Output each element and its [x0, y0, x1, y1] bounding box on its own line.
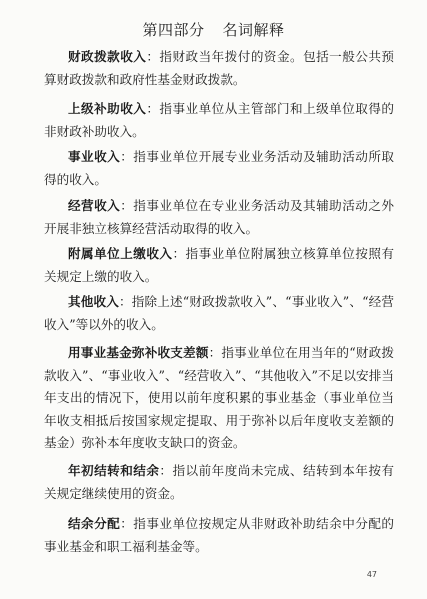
entry-definition: ：指事业单位在专业业务活动及其辅助活动之外开展非独立核算经营活动取得的收入。: [44, 198, 394, 236]
title-part: 第四部分: [142, 21, 205, 39]
entry-carryover-balance: [44, 460, 394, 505]
entry-definition: ：指以前年度尚未完成、结转到本年按有关规定继续使用的资金。: [44, 463, 395, 501]
entry-surplus-distribution: [44, 513, 394, 558]
entry-term: 用事业基金弥补收支差额: [68, 345, 209, 360]
entry-definition: ：指事业单位附属独立核算单位按照有关规定上缴的收入。: [44, 246, 394, 284]
entry-term: 其他收入: [68, 294, 119, 309]
entry-other-income: [44, 291, 394, 336]
entry-definition: ：指事业单位按规定从非财政补助结余中分配的事业基金和职工福利基金等。: [44, 516, 394, 554]
entry-term: 财政拨款收入: [68, 49, 147, 64]
entry-definition: ：指财政当年拨付的资金。包括一般公共预算财政拨款和政府性基金财政拨款。: [44, 49, 395, 87]
entry-definition: ：指事业单位开展专业业务活动及辅助活动所取得的收入。: [44, 149, 394, 187]
entry-definition: ：指除上述“财政拨款收入”、“事业收入”、“经营收入”等以外的收入。: [44, 294, 394, 332]
page-number: 47: [366, 570, 377, 579]
entry-superior-subsidy: [44, 98, 394, 143]
entry-affiliate-remittance: [44, 243, 394, 288]
entry-definition: ：指事业单位在用当年的“财政拨款收入”、“事业收入”、“经营收入”、“其他收入”不足以安排当年支出的情况下，使用以前年度积累的事业基金（事业单位当年收支相抵后按国家规定提取、用于弥补以后年度收支差额的基金）弥补本年度收支缺口的资金。: [44, 345, 394, 450]
title-name: 名词解释: [222, 21, 285, 39]
entry-term: 经营收入: [68, 198, 121, 213]
entry-definition: ：指事业单位从主管部门和上级单位取得的非财政补助收入。: [44, 101, 395, 139]
entry-operating-income: [44, 195, 394, 240]
page-title: [0, 19, 427, 40]
entry-term: 附属单位上缴收入: [68, 246, 173, 261]
entry-term: 年初结转和结余: [68, 463, 160, 478]
entry-fund-offset: [44, 342, 394, 455]
entry-fiscal-appropriation: [44, 46, 394, 91]
entry-term: 事业收入: [68, 149, 121, 164]
entry-term: 上级补助收入: [68, 101, 147, 116]
entry-term: 结余分配: [68, 516, 121, 531]
entry-business-income: [44, 146, 394, 191]
